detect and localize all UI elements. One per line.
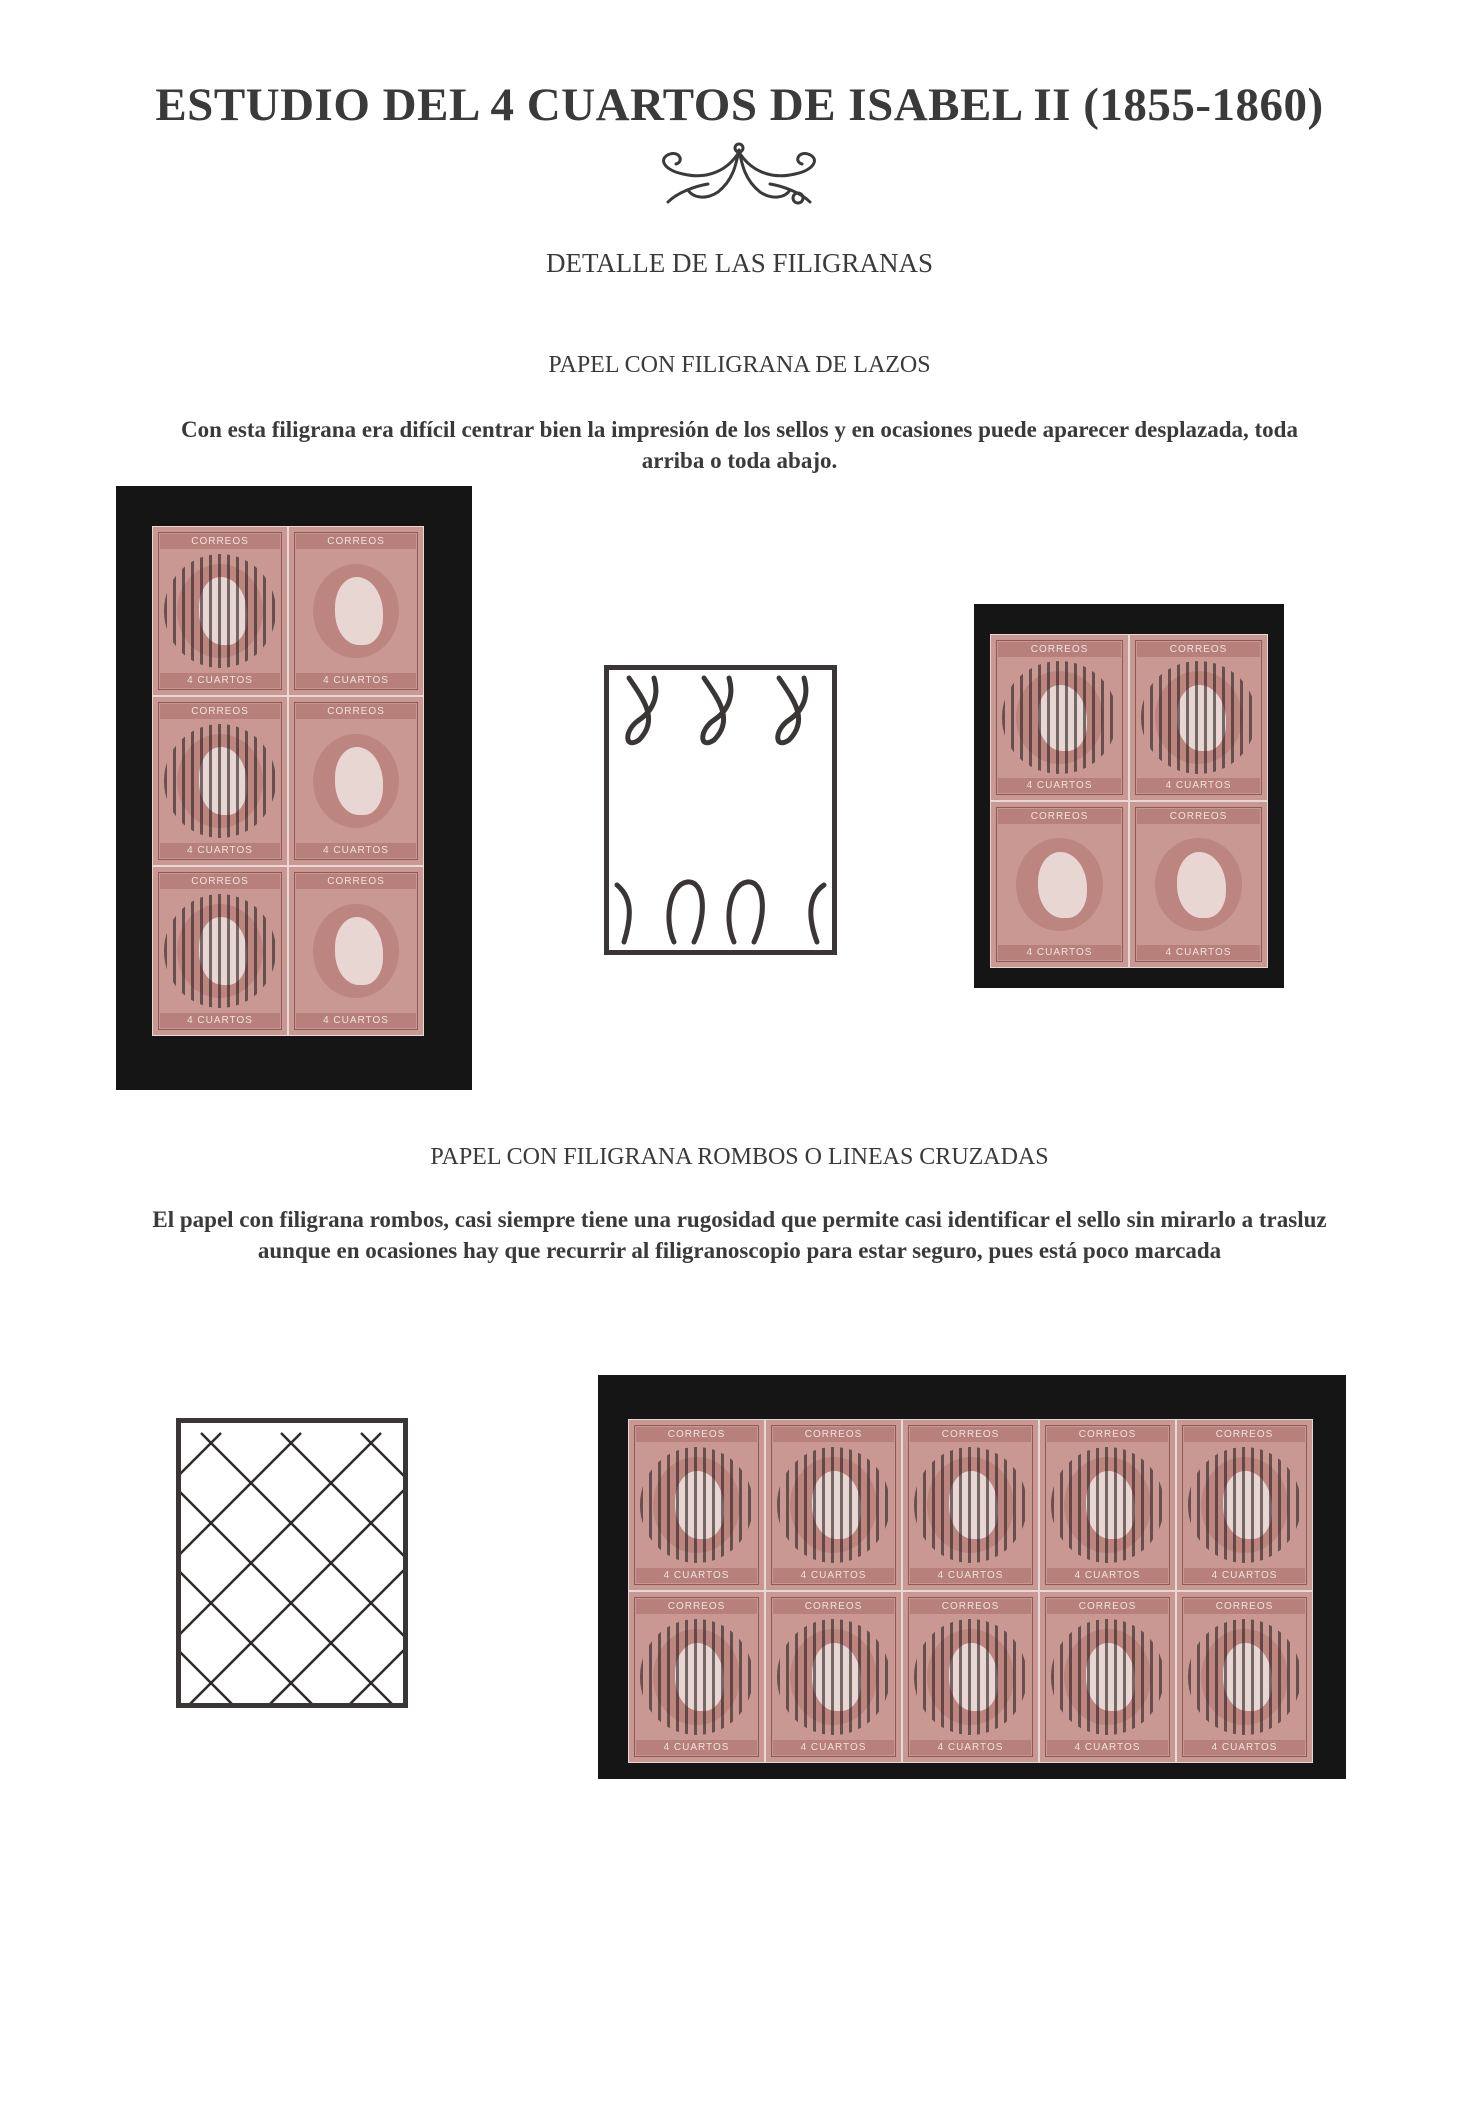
postmark	[914, 1447, 1027, 1563]
section-heading-lazos: PAPEL CON FILIGRANA DE LAZOS	[548, 352, 931, 378]
crossed-lines-watermark-icon	[181, 1423, 403, 1703]
postmark	[1002, 661, 1117, 773]
stamp: CORREOS 4 CUARTOS	[152, 696, 288, 866]
stamp-block-2x2	[990, 634, 1268, 968]
stamp-block-2x3	[152, 526, 424, 1036]
postmark	[640, 1447, 753, 1563]
postmark	[1141, 661, 1256, 773]
stamp-block-5x2	[628, 1419, 1313, 1763]
stamp-mount-block-of-ten	[598, 1375, 1346, 1779]
postmark	[164, 554, 277, 668]
postmark	[1051, 1619, 1164, 1735]
page-title: ESTUDIO DEL 4 CUARTOS DE ISABEL II (1855-1860)	[155, 79, 1324, 131]
stamp: CORREOS 4 CUARTOS	[628, 1419, 765, 1591]
stamp: CORREOS 4 CUARTOS	[152, 526, 288, 696]
loops-watermark-icon	[609, 670, 832, 950]
stamp: CORREOS 4 CUARTOS	[765, 1591, 902, 1763]
stamp: CORREOS 4 CUARTOS	[1039, 1591, 1176, 1763]
stamp: CORREOS 4 CUARTOS	[1176, 1591, 1313, 1763]
stamp: CORREOS 4 CUARTOS	[288, 866, 424, 1036]
loops-watermark-diagram	[604, 665, 837, 955]
section-text-rombos: El papel con filigrana rombos, casi siempre tiene una rugosidad que permite casi identificar el sello sin mirarlo a trasluz aunque en ocasiones hay que recurrir al filigranoscopio para estar seguro, pues está poco marcada	[152, 1207, 1327, 1263]
stamp: CORREOS 4 CUARTOS	[152, 866, 288, 1036]
crossed-lines-watermark-diagram	[176, 1418, 408, 1708]
postmark	[164, 894, 277, 1008]
postmark	[640, 1619, 753, 1735]
postmark	[777, 1619, 890, 1735]
section-heading-rombos: PAPEL CON FILIGRANA ROMBOS O LINEAS CRUZADAS	[430, 1144, 1049, 1170]
stamp-mount-vertical-block	[116, 486, 472, 1090]
postmark	[1051, 1447, 1164, 1563]
postmark	[777, 1447, 890, 1563]
section-subtitle: DETALLE DE LAS FILIGRANAS	[545, 248, 934, 278]
stamp: CORREOS 4 CUARTOS	[628, 1591, 765, 1763]
stamp: CORREOS 4 CUARTOS	[1129, 634, 1268, 801]
stamp: CORREOS 4 CUARTOS	[902, 1591, 1039, 1763]
stamp: CORREOS 4 CUARTOS	[1039, 1419, 1176, 1591]
stamp: CORREOS 4 CUARTOS	[1176, 1419, 1313, 1591]
stamp: CORREOS 4 CUARTOS	[765, 1419, 902, 1591]
ornament-flourish-icon	[648, 140, 830, 208]
stamp: CORREOS 4 CUARTOS	[990, 801, 1129, 968]
postmark	[164, 724, 277, 838]
stamp: CORREOS 4 CUARTOS	[1129, 801, 1268, 968]
stamp: CORREOS 4 CUARTOS	[990, 634, 1129, 801]
postmark	[1188, 1447, 1301, 1563]
stamp: CORREOS 4 CUARTOS	[288, 696, 424, 866]
stamp: CORREOS 4 CUARTOS	[288, 526, 424, 696]
postmark	[1188, 1619, 1301, 1735]
section-text-lazos: Con esta filigrana era difícil centrar bien la impresión de los sellos y en ocasiones puede aparecer desplazada, toda arriba o toda abajo.	[181, 417, 1298, 473]
stamp: CORREOS 4 CUARTOS	[902, 1419, 1039, 1591]
stamp-mount-block-of-four	[974, 604, 1284, 988]
postmark	[914, 1619, 1027, 1735]
